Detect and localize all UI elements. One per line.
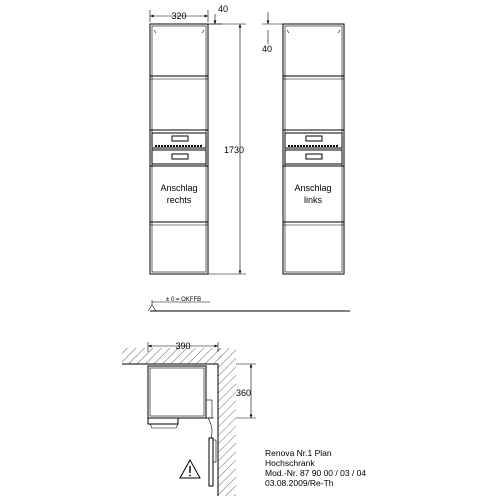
height-dimension-label: 1730 bbox=[224, 145, 245, 155]
plan-side-dimension bbox=[236, 364, 256, 418]
width-dimension-label: 320 bbox=[171, 11, 187, 21]
plan-view bbox=[122, 348, 236, 496]
right-hinge-label-line1: Anschlag bbox=[294, 183, 332, 193]
floor-reference bbox=[148, 297, 350, 311]
plan-depth-dimension-label: 390 bbox=[175, 341, 191, 351]
warning-triangle-icon bbox=[180, 460, 200, 478]
width-dimension bbox=[150, 10, 208, 22]
title-line-1: Renova Nr.1 Plan bbox=[265, 448, 332, 458]
left-hinge-label-line2: rechts bbox=[166, 195, 192, 205]
plan-side-dimension-label: 360 bbox=[236, 388, 252, 398]
title-line-4: 03.08.2009/Re-Th bbox=[265, 478, 334, 488]
height-dimension bbox=[208, 24, 246, 274]
left-cabinet-front-view bbox=[150, 24, 208, 274]
right-cabinet-front-view bbox=[283, 24, 344, 274]
floor-reference-label: ± 0 = OKFFB bbox=[166, 297, 202, 303]
title-line-2: Hochschrank bbox=[265, 458, 315, 468]
right-gap-dimension-label: 40 bbox=[262, 44, 273, 54]
top-gap-dimension-label: 40 bbox=[218, 4, 229, 14]
right-hinge-label-line2: links bbox=[303, 195, 323, 205]
title-line-3: Mod.-Nr. 87 90 00 / 03 / 04 bbox=[265, 468, 367, 478]
title-block bbox=[265, 448, 366, 488]
left-hinge-label-line1: Anschlag bbox=[160, 183, 198, 193]
top-gap-dimension bbox=[208, 4, 228, 24]
right-gap-dimension bbox=[262, 12, 283, 54]
